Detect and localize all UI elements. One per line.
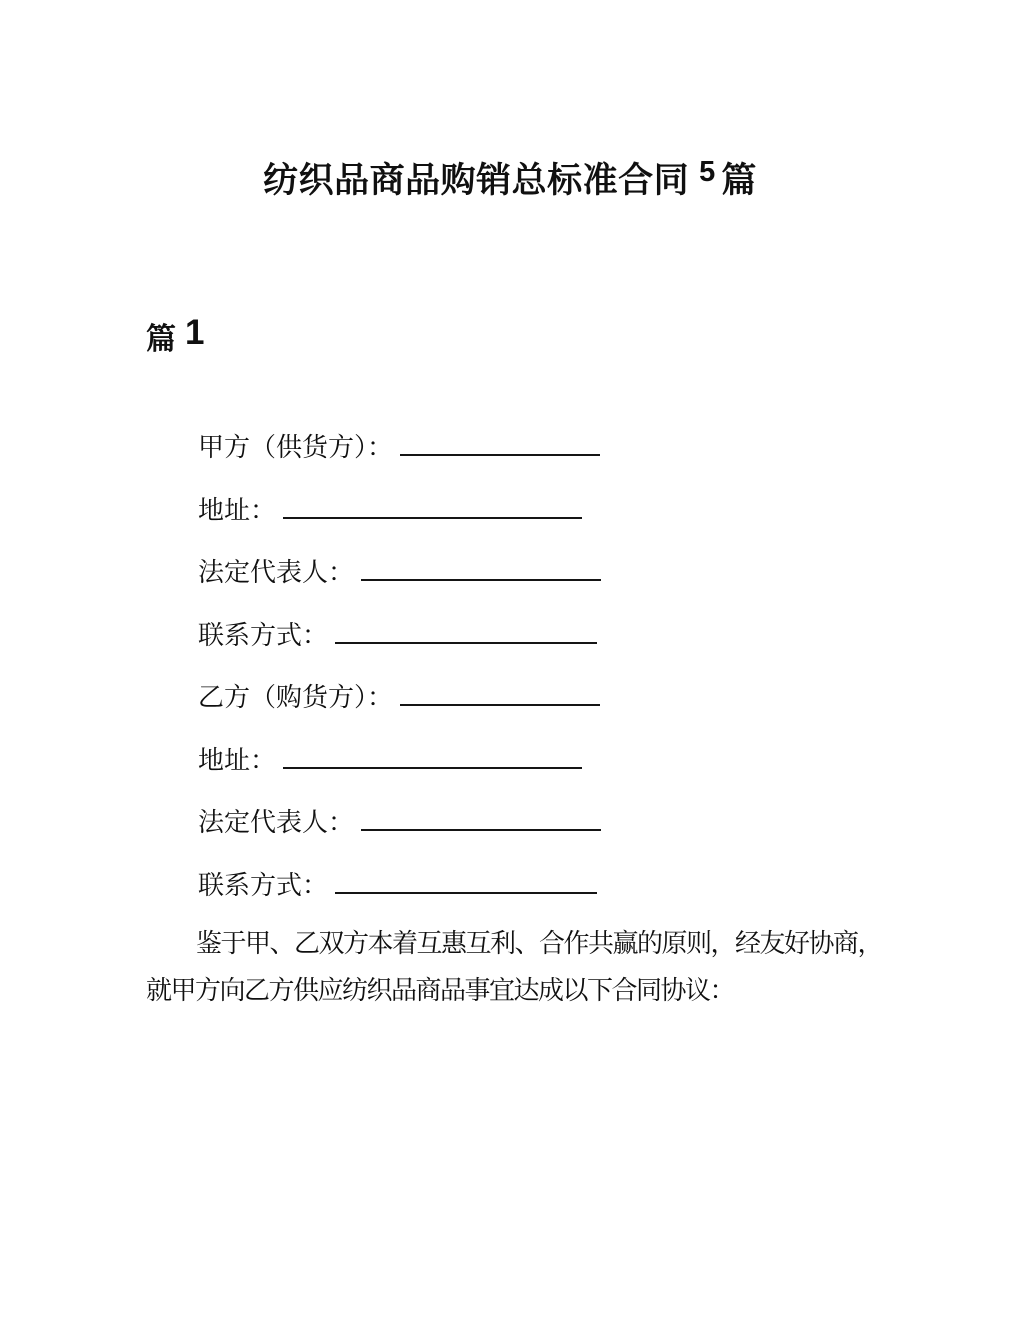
preamble-paragraph [146,920,906,1014]
form-field-row [198,604,601,667]
document-title-text: 纺织品商品购销总标准合同 [263,161,690,200]
blank-underline [361,577,601,581]
form-field-row [198,541,601,604]
blank-underline [361,827,601,831]
blank-underline [335,890,597,894]
blank-underline [335,640,597,644]
blank-underline [400,452,600,456]
form-field-row [198,479,601,542]
form-field-row [198,666,601,729]
field-label: 法定代表人： [198,807,355,837]
field-label: 法定代表人： [198,557,355,587]
document-title [0,148,1020,205]
blank-underline [400,702,600,706]
form-field-row [198,791,601,854]
field-label: 甲方（供货方）： [198,432,394,462]
preamble-line: 就甲方向乙方供应纺织品商品事宜达成以下合同协议： [146,975,735,1005]
document-title-suffix: 篇 [721,161,757,200]
field-label: 乙方（购货方）： [198,682,394,712]
section-heading [146,311,204,362]
field-label: 地址： [198,744,277,775]
document-title-count: 5 [699,156,716,188]
blank-underline [283,765,582,769]
form-field-row [198,416,601,479]
form-fields [198,416,601,916]
field-label: 联系方式： [198,869,329,900]
field-label: 地址： [198,494,277,525]
blank-underline [283,515,582,519]
section-heading-number: 1 [185,313,205,352]
field-label: 联系方式： [198,619,329,650]
section-heading-label: 篇 [146,323,176,356]
form-field-row [198,729,601,792]
preamble-line: 鉴于甲、乙双方本着互惠互利、合作共赢的原则，经友好协商， [196,928,883,958]
form-field-row [198,854,601,917]
